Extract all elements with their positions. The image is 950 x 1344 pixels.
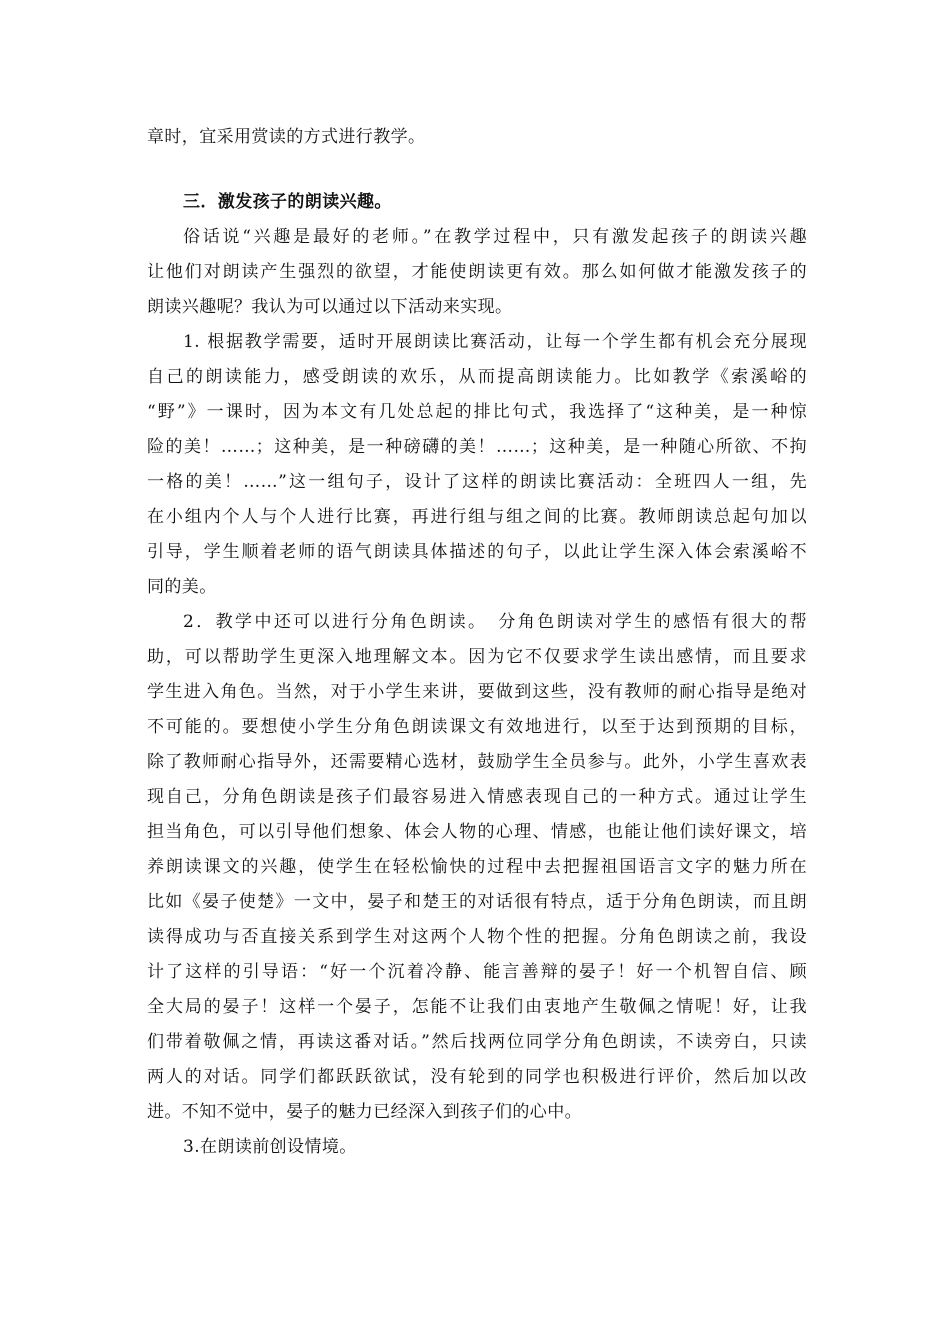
intro-paragraph (147, 220, 807, 325)
text-line: 担当角色，可以引导他们想象、体会人物的心理、情感，也能让他们读好课文，培 (147, 822, 807, 842)
text-line: 现自己，分角色朗读是孩子们最容易进入情感表现自己的一种方式。通过让学生 (147, 787, 807, 807)
text-line: 不可能的。要想使小学生分角色朗读课文有效地进行，以至于达到预期的目标， (147, 717, 807, 737)
item-2-paragraph (147, 605, 807, 1130)
text-line: 除了教师耐心指导外，还需要精心选材，鼓励学生全员参与。此外，小学生喜欢表 (147, 752, 807, 772)
item-1-paragraph (147, 325, 807, 605)
text-line: 险的美！……；这种美，是一种磅礴的美！……；这种美，是一种随心所欲、不拘 (147, 437, 807, 457)
text-line: 俗话说“兴趣是最好的老师。”在教学过程中，只有激发起孩子的朗读兴趣 (183, 227, 807, 247)
section-heading: 三．激发孩子的朗读兴趣。 (183, 192, 392, 212)
text-line: 比如《晏子使楚》一文中，晏子和楚王的对话很有特点，适于分角色朗读，而且朗 (147, 892, 807, 912)
text-line: 让他们对朗读产生强烈的欲望，才能使朗读更有效。那么如何做才能激发孩子的 (147, 262, 807, 282)
text-line: 养朗读课文的兴趣，使学生在轻松愉快的过程中去把握祖国语言文字的魅力所在 (147, 857, 807, 877)
text-line: 全大局的晏子！这样一个晏子，怎能不让我们由衷地产生敬佩之情呢！好，让我 (147, 997, 807, 1017)
text-line: 进。不知不觉中，晏子的魅力已经深入到孩子们的心中。 (147, 1102, 582, 1122)
text-line: 读得成功与否直接关系到学生对这两个人物个性的把握。分角色朗读之前，我设 (147, 927, 807, 947)
text-line: 朗读兴趣呢？我认为可以通过以下活动来实现。 (147, 297, 513, 317)
text-line: 自己的朗读能力，感受朗读的欢乐，从而提高朗读能力。比如教学《索溪峪的 (147, 367, 807, 387)
text-line: 计了这样的引导语：“好一个沉着冷静、能言善辩的晏子！好一个机智自信、顾 (147, 962, 807, 982)
text-line: 一格的美！……”这一组句子，设计了这样的朗读比赛活动：全班四人一组，先 (147, 472, 807, 492)
text-line: 助，可以帮助学生更深入地理解文本。因为它不仅要求学生读出感情，而且要求 (147, 647, 807, 667)
text-line: 引导，学生顺着老师的语气朗读具体描述的句子，以此让学生深入体会索溪峪不 (147, 542, 807, 562)
opening-line: 章时，宜采用赏读的方式进行教学。 (147, 127, 426, 147)
text-line: 两人的对话。同学们都跃跃欲试，没有轮到的同学也积极进行评价，然后加以改 (147, 1067, 807, 1087)
item-3-heading: 3.在朗读前创设情境。 (183, 1137, 357, 1157)
text-line: “野”》一课时，因为本文有几处总起的排比句式，我选择了“这种美，是一种惊 (147, 402, 807, 422)
text-line: 1. 根据教学需要，适时开展朗读比赛活动，让每一个学生都有机会充分展现 (183, 332, 807, 352)
text-line: 2．教学中还可以进行分角色朗读。 分角色朗读对学生的感悟有很大的帮 (183, 612, 807, 632)
text-line: 学生进入角色。当然，对于小学生来讲，要做到这些，没有教师的耐心指导是绝对 (147, 682, 807, 702)
text-line: 在小组内个人与个人进行比赛，再进行组与组之间的比赛。教师朗读总起句加以 (147, 507, 807, 527)
paragraph-gap (147, 155, 807, 185)
document-body (147, 120, 807, 1165)
text-line: 同的美。 (147, 577, 217, 597)
text-line: 们带着敬佩之情，再读这番对话。”然后找两位同学分角色朗读，不读旁白，只读 (147, 1032, 807, 1052)
